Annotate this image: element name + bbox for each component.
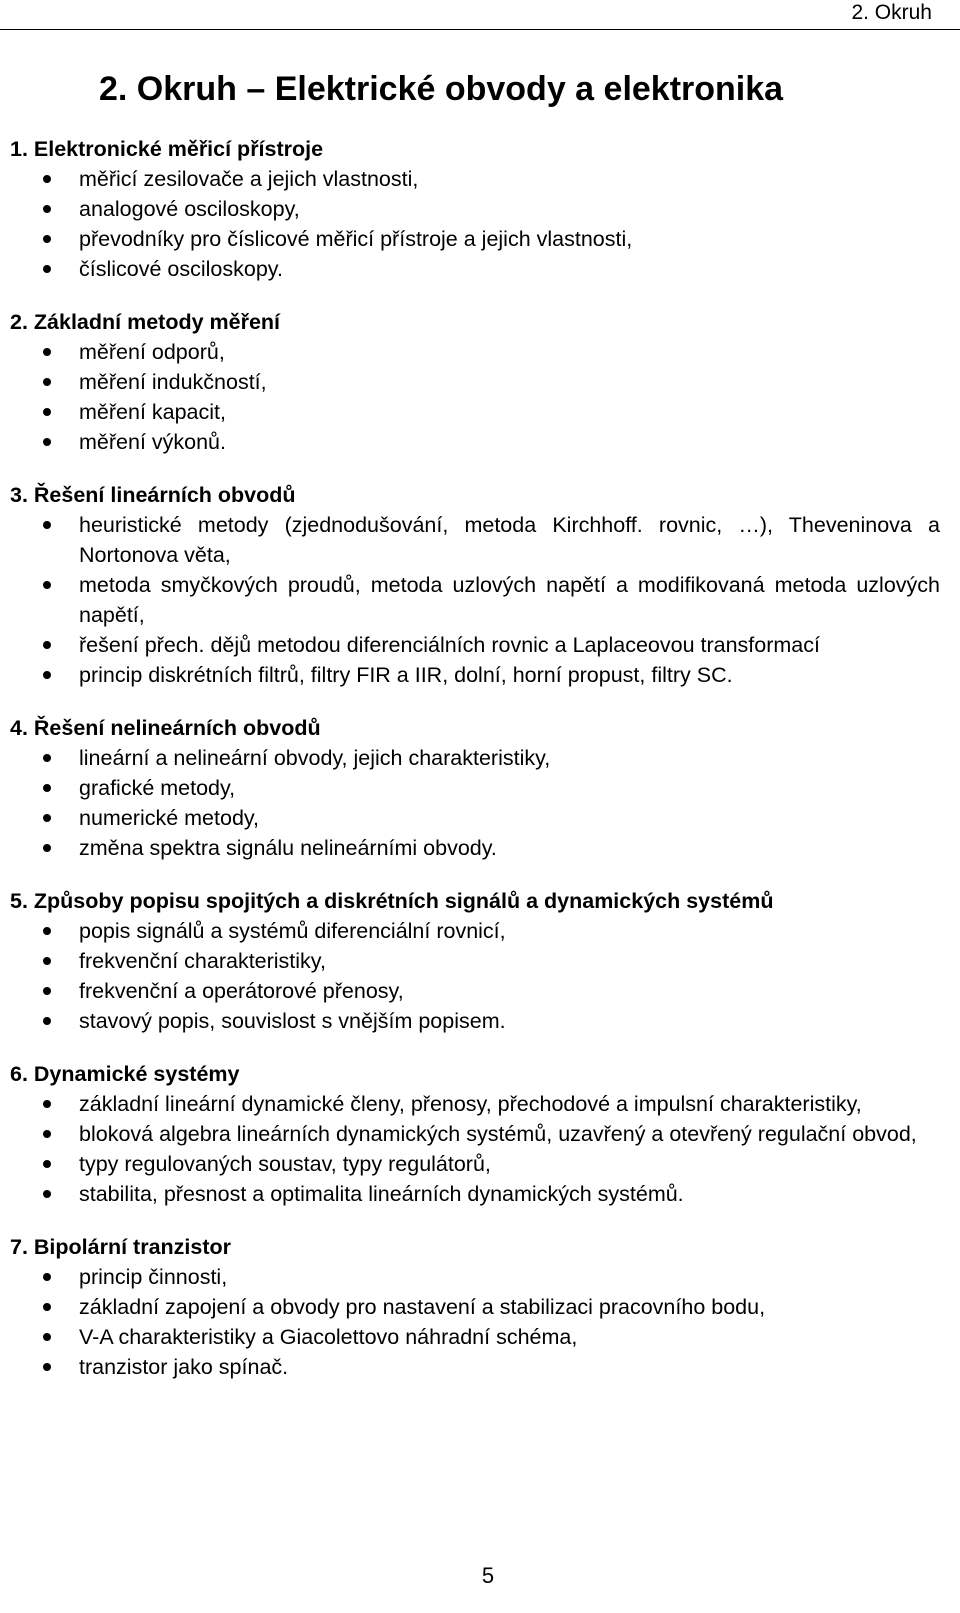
list-item-text: princip činnosti, [79, 1265, 228, 1289]
section-2 [0, 307, 960, 457]
bullet-icon [43, 438, 51, 446]
section-3 [0, 480, 960, 690]
bullet-list [0, 164, 960, 284]
list-item [0, 803, 960, 833]
list-item [0, 1089, 960, 1119]
list-item [0, 1149, 960, 1179]
list-item [0, 660, 960, 690]
list-item [0, 916, 960, 946]
list-item [0, 1006, 960, 1036]
list-item [0, 397, 960, 427]
list-item-text: princip diskrétních filtrů, filtry FIR a IIR, dolní, horní propust, filtry SC. [79, 663, 733, 687]
section-6 [0, 1059, 960, 1209]
bullet-icon [43, 754, 51, 762]
list-item [0, 164, 960, 194]
bullet-icon [43, 957, 51, 965]
list-item-text: bloková algebra lineárních dynamických systémů, uzavřený a otevřený regulační obvod, [79, 1122, 917, 1146]
list-item [0, 1119, 960, 1149]
sections-container [0, 134, 960, 1405]
list-item [0, 367, 960, 397]
bullet-icon [43, 987, 51, 995]
bullet-icon [43, 1333, 51, 1341]
list-item-text: tranzistor jako spínač. [79, 1355, 289, 1379]
section-heading: 7. Bipolární tranzistor [10, 1235, 232, 1259]
section-1 [0, 134, 960, 284]
bullet-icon [43, 348, 51, 356]
list-item-text: měření odporů, [79, 340, 225, 364]
list-item [0, 570, 960, 630]
section-heading: 4. Řešení nelineárních obvodů [10, 716, 321, 740]
list-item [0, 224, 960, 254]
list-item [0, 976, 960, 1006]
bullet-icon [43, 1100, 51, 1108]
list-item-text: řešení přech. dějů metodou diferenciálních rovnic a Laplaceovou transformací [79, 633, 820, 657]
bullet-icon [43, 1160, 51, 1168]
bullet-list [0, 916, 960, 1036]
list-item-text: analogové osciloskopy, [79, 197, 300, 221]
list-item [0, 630, 960, 660]
list-item-text: stabilita, přesnost a optimalita lineárních dynamických systémů. [79, 1182, 684, 1206]
bullet-icon [43, 265, 51, 273]
page-header [0, 0, 960, 30]
section-heading: 5. Způsoby popisu spojitých a diskrétních signálů a dynamických systémů [10, 889, 774, 913]
list-item-text: měření výkonů. [79, 430, 226, 454]
bullet-icon [43, 641, 51, 649]
bullet-icon [43, 235, 51, 243]
list-item-text: měření indukčností, [79, 370, 267, 394]
section-heading: 3. Řešení lineárních obvodů [10, 483, 296, 507]
section-7 [0, 1232, 960, 1382]
list-item [0, 427, 960, 457]
section-heading: 2. Základní metody měření [10, 310, 281, 334]
list-item [0, 254, 960, 284]
list-item-text: číslicové osciloskopy. [79, 257, 283, 281]
list-item-text: popis signálů a systémů diferenciální rovnicí, [79, 919, 506, 943]
section-5 [0, 886, 960, 1036]
list-item [0, 833, 960, 863]
list-item-text: měření kapacit, [79, 400, 226, 424]
bullet-list [0, 510, 960, 690]
list-item-text: V-A charakteristiky a Giacolettovo náhradní schéma, [79, 1325, 578, 1349]
bullet-icon [43, 1190, 51, 1198]
list-item-text: metoda smyčkových proudů, metoda uzlových napětí a modifikovaná metoda uzlových napětí, [79, 573, 940, 627]
bullet-list [0, 1089, 960, 1209]
list-item-text: převodníky pro číslicové měřicí přístroje a jejich vlastnosti, [79, 227, 633, 251]
list-item [0, 194, 960, 224]
list-item-text: numerické metody, [79, 806, 260, 830]
list-item-text: změna spektra signálu nelineárními obvody. [79, 836, 497, 860]
list-item-text: měřicí zesilovače a jejich vlastnosti, [79, 167, 419, 191]
list-item-text: základní lineární dynamické členy, přenosy, přechodové a impulsní charakteristiky, [79, 1092, 862, 1116]
bullet-icon [43, 1273, 51, 1281]
bullet-icon [43, 408, 51, 416]
list-item [0, 337, 960, 367]
bullet-icon [43, 378, 51, 386]
list-item-text: heuristické metody (zjednodušování, metoda Kirchhoff. rovnic, …), Theveninova a Nortonova věta, [79, 513, 940, 567]
list-item [0, 1179, 960, 1209]
list-item-text: frekvenční charakteristiky, [79, 949, 326, 973]
header-text: 2. Okruh [851, 1, 932, 24]
list-item-text: frekvenční a operátorové přenosy, [79, 979, 404, 1003]
list-item-text: lineární a nelineární obvody, jejich charakteristiky, [79, 746, 551, 770]
bullet-icon [43, 581, 51, 589]
list-item-text: základní zapojení a obvody pro nastavení a stabilizaci pracovního bodu, [79, 1295, 766, 1319]
list-item [0, 510, 960, 570]
list-item [0, 946, 960, 976]
bullet-icon [43, 521, 51, 529]
bullet-icon [43, 784, 51, 792]
list-item-text: grafické metody, [79, 776, 236, 800]
bullet-list [0, 337, 960, 457]
list-item [0, 773, 960, 803]
bullet-icon [43, 814, 51, 822]
bullet-icon [43, 671, 51, 679]
bullet-icon [43, 205, 51, 213]
section-4 [0, 713, 960, 863]
list-item [0, 1322, 960, 1352]
page-number: 5 [481, 1563, 495, 1588]
list-item [0, 1262, 960, 1292]
section-heading: 6. Dynamické systémy [10, 1062, 240, 1086]
bullet-list [0, 743, 960, 863]
bullet-icon [43, 927, 51, 935]
list-item-text: typy regulovaných soustav, typy regulátorů, [79, 1152, 491, 1176]
list-item [0, 1352, 960, 1382]
bullet-icon [43, 844, 51, 852]
list-item-text: stavový popis, souvislost s vnějším popisem. [79, 1009, 506, 1033]
bullet-icon [43, 1130, 51, 1138]
bullet-icon [43, 1017, 51, 1025]
list-item [0, 1292, 960, 1322]
section-heading: 1. Elektronické měřicí přístroje [10, 137, 324, 161]
document-title: 2. Okruh – Elektrické obvody a elektronika [99, 70, 784, 108]
bullet-icon [43, 1303, 51, 1311]
bullet-list [0, 1262, 960, 1382]
list-item [0, 743, 960, 773]
bullet-icon [43, 175, 51, 183]
bullet-icon [43, 1363, 51, 1371]
